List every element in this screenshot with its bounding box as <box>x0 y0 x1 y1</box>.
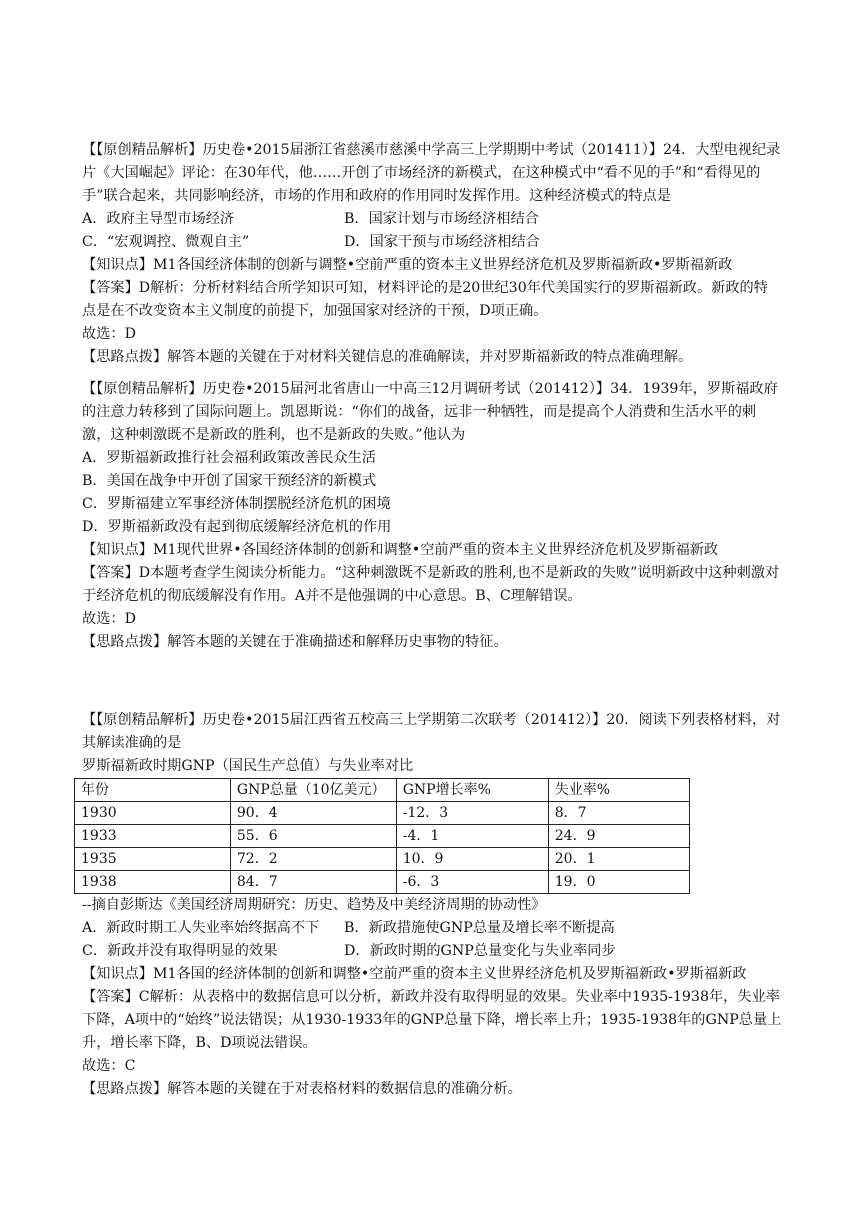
table-source: --摘自彭斯达《美国经济周期研究：历史、趋势及中美经济周期的协动性》 <box>82 897 546 913</box>
table-cell: 1930 <box>75 802 231 825</box>
question-2-stem: 【【原创精品解析】历史卷•2015届河北省唐山一中高三12月调研考试（201412）】34．1939年，罗斯福政府的注意力转移到了国际问题上。凯恩斯说：“你们的战备，远非一种牺牲，而是提高个人消费和生活水平的刺激，这种刺激既不是新政的胜利，也不是新政的失败。”他认为 <box>82 381 778 443</box>
table-header-cell: GNP增长率% <box>396 779 548 802</box>
question-3-answer: 【答案】C解析：从表格中的数据信息可以分析，新政并没有取得明显的效果。失业率中1935-1938年，失业率下降，A项中的“始终”说法错误；从1930-1933年的GNP总量下降，增长率上升；1935-1938年的GNP总量上升，增长率下降，B、D项说法错误。 <box>82 989 782 1051</box>
question-3-option-d: D．新政时期的GNP总量变化与失业率同步 <box>344 943 616 959</box>
question-3-options-row-2 <box>82 940 782 963</box>
question-2-option-d: D．罗斯福新政没有起到彻底缓解经济危机的作用 <box>82 519 392 535</box>
table-cell: -4．1 <box>396 825 548 848</box>
table-cell: 20．1 <box>548 848 689 871</box>
table-row <box>75 848 690 871</box>
question-1-options-row-1 <box>82 208 782 231</box>
table-header-cell: 失业率% <box>548 779 689 802</box>
question-3-option-b: B．新政措施使GNP总量及增长率不断提高 <box>344 920 615 936</box>
table-cell: 1938 <box>75 871 231 894</box>
table-caption: 罗斯福新政时期GNP（国民生产总值）与失业率对比 <box>82 758 414 774</box>
question-2-choice: 故选：D <box>82 611 136 627</box>
table-cell: -12．3 <box>396 802 548 825</box>
table-row <box>75 802 690 825</box>
question-2 <box>82 378 782 654</box>
question-1-option-a: A．政府主导型市场经济 <box>82 211 235 227</box>
question-1-choice: 故选：D <box>82 326 136 342</box>
gnp-unemployment-table <box>74 778 690 894</box>
table-cell: 1935 <box>75 848 231 871</box>
question-3-stem: 【【原创精品解析】历史卷•2015届江西省五校高三上学期第二次联考（201412）】20．阅读下列表格材料，对其解读准确的是 <box>82 712 781 751</box>
table-cell: 1933 <box>75 825 231 848</box>
question-1 <box>82 139 782 369</box>
question-3-options-row-1 <box>82 917 782 940</box>
table-cell: 84．7 <box>230 871 396 894</box>
table-header-row <box>75 779 690 802</box>
question-2-option-a: A．罗斯福新政推行社会福利政策改善民众生活 <box>82 450 376 466</box>
question-2-answer: 【答案】D本题考查学生阅读分析能力。“这种刺激既不是新政的胜利,也不是新政的失败”说明新政中这种刺激对于经济危机的彻底缓解没有作用。A并不是他强调的中心意思。B、C理解错误。 <box>82 565 780 604</box>
question-3-option-c: C．新政并没有取得明显的效果 <box>82 943 278 959</box>
table-cell: 8．7 <box>548 802 689 825</box>
question-1-options-row-2 <box>82 231 782 254</box>
question-2-option-c: C．罗斯福建立军事经济体制摆脱经济危机的困境 <box>82 496 391 512</box>
question-3-knowledge: 【知识点】M1各国的经济体制的创新和调整•空前严重的资本主义世界经济危机及罗斯福新政•罗斯福新政 <box>82 966 747 982</box>
table-cell: 10．9 <box>396 848 548 871</box>
table-cell: 24．9 <box>548 825 689 848</box>
question-1-knowledge: 【知识点】M1各国经济体制的创新与调整•空前严重的资本主义世界经济危机及罗斯福新政•罗斯福新政 <box>82 257 733 273</box>
question-2-tip: 【思路点拨】解答本题的关键在于准确描述和解释历史事物的特征。 <box>82 634 508 650</box>
question-1-option-c: C．“宏观调控、微观自主” <box>82 234 250 250</box>
question-2-knowledge: 【知识点】M1现代世界•各国经济体制的创新和调整•空前严重的资本主义世界经济危机及罗斯福新政 <box>82 542 719 558</box>
question-3 <box>82 709 782 1101</box>
table-cell: 90．4 <box>230 802 396 825</box>
question-1-answer: 【答案】D解析：分析材料结合所学知识可知，材料评论的是20世纪30年代美国实行的罗斯福新政。新政的特点是在不改变资本主义制度的前提下，加强国家对经济的干预，D项正确。 <box>82 280 768 319</box>
table-header-cell: 年份 <box>75 779 231 802</box>
question-1-option-d: D．国家干预与市场经济相结合 <box>344 234 540 250</box>
question-1-stem: 【【原创精品解析】历史卷•2015届浙江省慈溪市慈溪中学高三上学期期中考试（201411）】24．大型电视纪录片《大国崛起》评论：在30年代，他……开创了市场经济的新模式，在这种模式中“看不见的手”和“看得见的手”联合起来，共同影响经济，市场的作用和政府的作用同时发挥作用。这种经济模式的特点是 <box>82 142 781 204</box>
question-1-tip: 【思路点拨】解答本题的关键在于对材料关键信息的准确解读，并对罗斯福新政的特点准确理解。 <box>82 349 693 365</box>
table-cell: 19．0 <box>548 871 689 894</box>
table-row <box>75 871 690 894</box>
table-cell: 55．6 <box>230 825 396 848</box>
question-3-tip: 【思路点拨】解答本题的关键在于对表格材料的数据信息的准确分析。 <box>82 1081 522 1097</box>
table-header-cell: GNP总量（10亿美元） <box>230 779 396 802</box>
table-cell: -6．3 <box>396 871 548 894</box>
question-2-option-b: B．美国在战争中开创了国家干预经济的新模式 <box>82 473 377 489</box>
table-cell: 72．2 <box>230 848 396 871</box>
question-3-option-a: A．新政时期工人失业率始终据高不下 <box>82 920 320 936</box>
question-1-option-b: B．国家计划与市场经济相结合 <box>344 211 539 227</box>
table-row <box>75 825 690 848</box>
question-3-choice: 故选：C <box>82 1058 136 1074</box>
